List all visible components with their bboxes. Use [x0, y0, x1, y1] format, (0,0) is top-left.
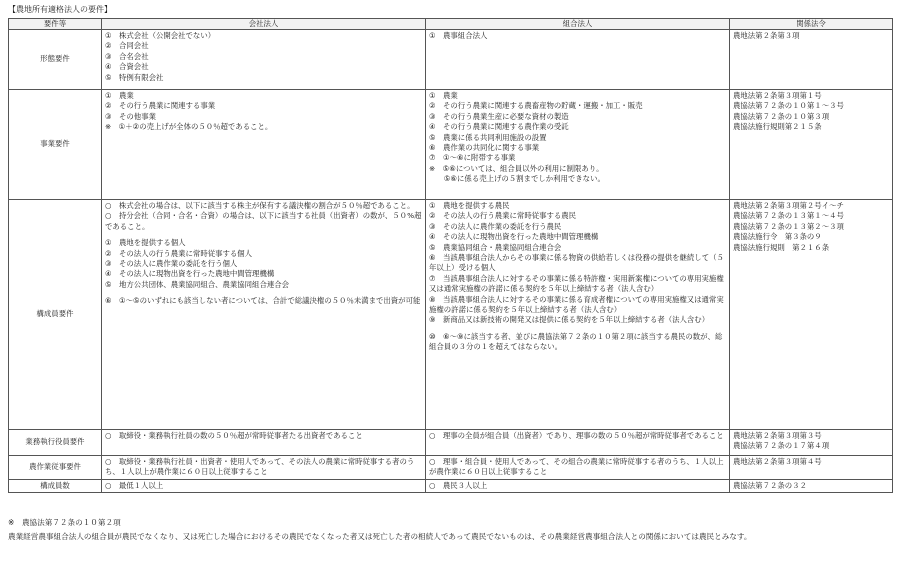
- row-executives-union: [426, 430, 730, 456]
- members-union-item: ⑧ 当該農事組合法人に対するその事業に係る育成者権についての専用実施権又は通常実施権の許諾に係る契約を５年以上締結する者（法人含む）: [429, 294, 724, 315]
- business-company-item: ② その行う農業に関連する事業: [105, 101, 216, 111]
- row-form-company: [102, 30, 426, 90]
- business-union-item: ③ その行う農業生産に必要な資材の製造: [429, 111, 569, 121]
- form-company-item: ⑤ 特例有限会社: [105, 72, 164, 82]
- members-union-item: ④ その法人に現物出資を行った農地中間管理機構: [429, 232, 599, 242]
- business-union-item: ② その行う農業に関連する農畜産物の貯蔵・運搬・加工・販売: [429, 101, 643, 111]
- members-company-intro: ○ 株式会社の場合は、以下に該当する株主が保有する議決権の割合が５０％超であること。: [105, 201, 415, 210]
- business-law-item: 農協法施行規則第２１５条: [733, 122, 822, 132]
- workers-company-text: ○ 取締役・業務執行社員・出資者・使用人であって、その法人の農業に常時従事する者のうち、１人以上が農作業に６０日以上従事すること: [105, 457, 415, 477]
- row-executives-laws: [730, 430, 893, 456]
- members-union-item: ⑤ 農業協同組合・農業協同組合連合会: [429, 242, 562, 252]
- row-business-company: [102, 90, 426, 200]
- members-law-item: 農協法第７２条の１３第１～４号: [733, 211, 844, 221]
- row-members-laws: [730, 200, 893, 430]
- members-law-item: 農地法第２条第３項第２号イ～チ: [733, 201, 844, 210]
- members-company-item: ④ その法人に現物出資を行った農地中間管理機構: [105, 269, 275, 279]
- row-count-label: 構成員数: [9, 480, 102, 493]
- row-form: [9, 30, 893, 90]
- business-law-item: 農地法第２条第３項第１号: [733, 91, 822, 100]
- executives-law-item: 農協法第７２条の１７第４項: [733, 441, 830, 451]
- business-company-item: ③ その他事業: [105, 111, 156, 121]
- row-workers-laws: [730, 456, 893, 480]
- header-laws: 関係法令: [730, 19, 893, 30]
- row-members-union: [426, 200, 730, 430]
- form-law-item: 農地法第２条第３項: [733, 31, 800, 40]
- members-company-item: ⑤ 地方公共団体、農業協同組合、農業協同組合連合会: [105, 279, 290, 289]
- row-count-union: [426, 480, 730, 493]
- workers-union-text: ○ 理事・組合員・使用人であって、その組合の農業に常時従事する者のうち、１人以上が農作業に６０日以上従事すること: [429, 457, 724, 477]
- executives-law-item: 農地法第２条第３項第３号: [733, 431, 822, 440]
- row-form-union: [426, 30, 730, 90]
- page-title: 【農地所有適格法人の要件】: [8, 5, 112, 14]
- row-executives: [9, 430, 893, 456]
- members-company-item: ① 農地を提供する個人: [105, 238, 186, 248]
- members-union-item: ⑥ 当該農事組合法人からその事業に係る物資の供給若しくは役務の提供を継続して（５年以上）受ける個人: [429, 253, 724, 273]
- count-union-text: ○ 農民３人以上: [429, 481, 488, 490]
- row-members-company: [102, 200, 426, 430]
- footnote-title: ※ 農協法第７２条の１０第２項: [8, 518, 121, 527]
- workers-law-item: 農地法第２条第３項第４号: [733, 457, 822, 466]
- row-workers: [9, 456, 893, 480]
- count-company-text: ○ 最低１人以上: [105, 481, 164, 490]
- business-union-item: ⑥ 農作業の共同化に関する事業: [429, 143, 540, 153]
- business-company-item: ※ ①＋②の売上げが全体の５０％超であること。: [105, 122, 273, 132]
- row-count-laws: [730, 480, 893, 493]
- business-company-item: ① 農業: [105, 91, 134, 100]
- business-union-item: ⑦ ①～⑥に附帯する事業: [429, 153, 516, 163]
- header-company: 会社法人: [102, 19, 426, 30]
- header-row: [9, 19, 893, 30]
- row-executives-label: 業務執行役員要件: [9, 430, 102, 456]
- requirements-table: [8, 18, 893, 493]
- row-members: [9, 200, 893, 430]
- business-union-item: ※ ⑤⑥については、組合員以外の利用に制限あり。: [429, 163, 604, 173]
- business-union-item: ① 農業: [429, 91, 458, 100]
- row-workers-union: [426, 456, 730, 480]
- header-requirement: 要件等: [9, 19, 102, 30]
- members-union-item: ① 農地を提供する農民: [429, 201, 510, 210]
- form-company-item: ① 株式会社（公開会社でない）: [105, 31, 216, 40]
- business-law-item: 農協法第７２条の１０第３項: [733, 111, 830, 121]
- row-business-laws: [730, 90, 893, 200]
- executives-union-text: ○ 理事の全員が組合員（出資者）であり、理事の数の５０％超が常時従事者であること: [429, 431, 724, 440]
- row-form-laws: [730, 30, 893, 90]
- row-count-company: [102, 480, 426, 493]
- members-law-item: 農協法第７２条の１３第２～３項: [733, 221, 844, 231]
- members-company-intro: ○ 持分会社（合同・合名・合資）の場合は、以下に該当する社員（出資者）の数が、５０%超であること。: [105, 211, 422, 231]
- members-union-note: ⑩ ⑥～⑨に該当する者、並びに農協法第７２条の１０第２項に該当する農民の数が、総組合員の３分の１を超えてはならない。: [429, 331, 723, 352]
- members-company-item: ② その法人の行う農業に常時従事する個人: [105, 248, 253, 258]
- row-members-label: 構成員要件: [9, 200, 102, 430]
- members-company-note: ⑥ ①～⑤のいずれにも該当しない者については、合計で総議決権の５０％未満まで出資が可能: [105, 296, 421, 306]
- row-business-union: [426, 90, 730, 200]
- row-executives-company: [102, 430, 426, 456]
- executives-company-text: ○ 取締役・業務執行社員の数の５０％超が常時従事者たる出資者であること: [105, 431, 363, 440]
- business-law-item: 農協法第７２条の１０第１～３号: [733, 101, 844, 111]
- count-law-item: 農協法第７２条の３２: [733, 481, 807, 490]
- row-workers-label: 農作業従事要件: [9, 456, 102, 480]
- form-union-item: ① 農事組合法人: [429, 31, 488, 40]
- business-union-item: ⑤⑥に係る売上げの５割までしか利用できない。: [429, 174, 605, 184]
- business-union-item: ⑤ 農業に係る共同利用施設の設置: [429, 132, 547, 142]
- form-company-item: ④ 合資会社: [105, 62, 149, 72]
- row-business-label: 事業要件: [9, 90, 102, 200]
- row-business: [9, 90, 893, 200]
- footnote-body: 農業経営農事組合法人の組合員が農民でなくなり、又は死亡した場合におけるその農民でなくなった者又は死亡した者の相続人であって農民でないものは、その農業経営農事組合法人との関係においては農民とみなす。: [8, 532, 752, 541]
- members-union-item: ⑨ 新商品又は新技術の開発又は提供に係る契約を５年以上締結する者（法人含む）: [429, 315, 710, 325]
- members-law-item: 農協法施行規則 第２１６条: [733, 242, 830, 252]
- row-form-label: 形態要件: [9, 30, 102, 90]
- row-workers-company: [102, 456, 426, 480]
- members-law-item: 農協法施行令 第３条の９: [733, 232, 822, 242]
- form-company-item: ② 合同会社: [105, 41, 149, 51]
- header-union: 組合法人: [426, 19, 730, 30]
- members-union-item: ③ その法人に農作業の委託を行う農民: [429, 221, 562, 231]
- row-count: [9, 480, 893, 493]
- members-union-item: ⑦ 当該農事組合法人に対するその事業に係る特許権・実用新案権についての専用実施権又は通常実施権の許諾に係る契約を５年以上締結する者（法人含む）: [429, 273, 724, 294]
- business-union-item: ④ その行う農業に関連する農作業の受託: [429, 122, 569, 132]
- members-company-item: ③ その法人に農作業の委託を行う個人: [105, 259, 238, 269]
- form-company-item: ③ 合名会社: [105, 51, 149, 61]
- members-union-item: ② その法人の行う農業に常時従事する農民: [429, 211, 577, 221]
